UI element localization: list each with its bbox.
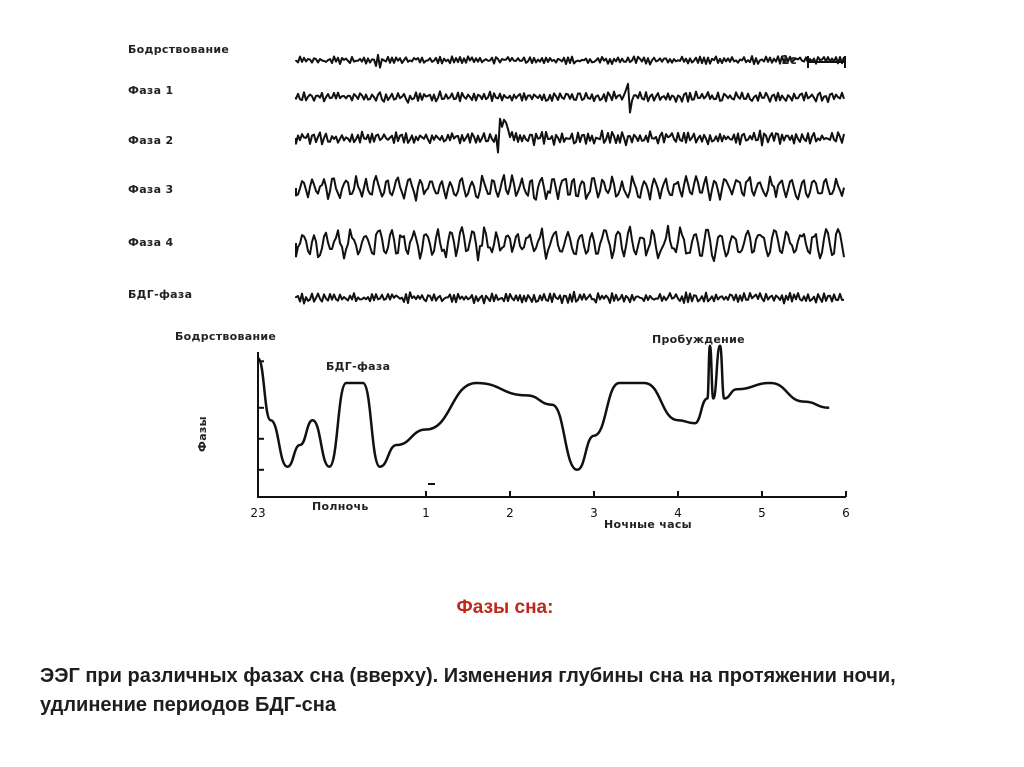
- hypnogram-x-tick-label: 1: [422, 506, 430, 520]
- hypnogram-x-tick-label: 5: [758, 506, 766, 520]
- eeg-trace-label: Фаза 1: [128, 84, 174, 97]
- eeg-trace-label: Фаза 2: [128, 134, 174, 147]
- slide-title: Фазы сна:: [456, 597, 554, 618]
- hypnogram-x-tick-label: 4: [674, 506, 682, 520]
- hypnogram-rem-label: БДГ-фаза: [326, 360, 391, 373]
- eeg-trace-label: Фаза 4: [128, 236, 174, 249]
- eeg-trace-label: Фаза 3: [128, 183, 174, 196]
- slide-description: ЭЭГ при различных фазах сна (вверху). Изменения глубины сна на протяжении ночи, удлинение периодов БДГ-сна: [40, 665, 896, 716]
- hypnogram-x-tick-label: 3: [590, 506, 598, 520]
- hypnogram-x-axis-label: Ночные часы: [604, 518, 692, 531]
- hypnogram-axes: [258, 352, 846, 497]
- eeg-trace-label: Бодрствование: [128, 43, 230, 56]
- eeg-trace-label: БДГ-фаза: [128, 288, 193, 301]
- hypnogram-x-tick-label: 23: [250, 506, 266, 520]
- hypnogram-x-tick-label: 2: [506, 506, 514, 520]
- hypnogram-y-axis-label: Фазы: [196, 416, 209, 452]
- hypnogram-awakening-label: Пробуждение: [652, 333, 745, 346]
- hypnogram-wake-label: Бодрствование: [175, 330, 277, 343]
- eeg-scale-label: 1c: [781, 53, 798, 67]
- hypnogram-x-tick-label: 6: [842, 506, 850, 520]
- hypnogram-midnight-label: Полночь: [312, 500, 369, 513]
